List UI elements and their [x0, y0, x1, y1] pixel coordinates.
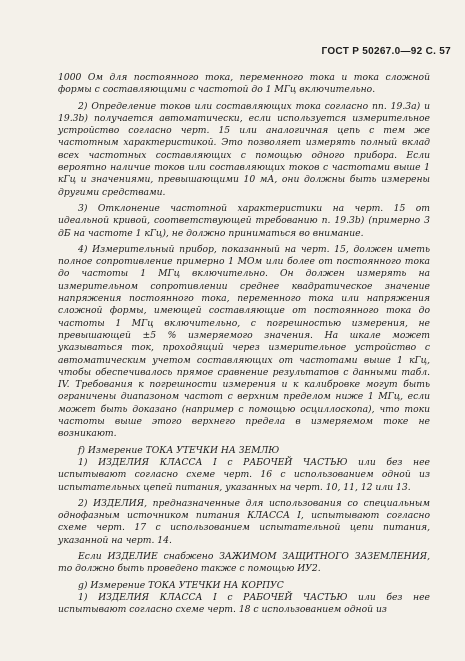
page-header: ГОСТ Р 50267.0—92 С. 57: [321, 46, 451, 57]
paragraph-8: 1) ИЗДЕЛИЯ КЛАССА I с РАБОЧЕЙ ЧАСТЬЮ или без нее испытывают согласно схеме черт. 18 с использованием одной из: [58, 591, 430, 616]
section-heading-f: f) Измерение ТОКА УТЕЧКИ НА ЗЕМЛЮ: [78, 444, 280, 456]
paragraph-6: 2) ИЗДЕЛИЯ, предназначенные для использования со специальным однофазным источником питания КЛАССА I, испытывают согласно схеме черт. 17 с использованием испытательной цепи питания, указанной на черт. 14.: [58, 497, 430, 546]
paragraph-2: 2) Определение токов или составляющих тока согласно пп. 19.3а) и 19.3b) получается автоматически, если используется измерительное устройство согласно черт. 15 или аналогичная цепь с тем же частотным характеристикой. Это позволяет измерять полный вклад всех частотных составляющих с помощью одного прибора. Если вероятно наличие токов или составляющих токов с частотами выше 1 кГц и значениями, превышающими 10 мА, они должны быть измерены другими средствами.: [58, 100, 430, 198]
paragraph-4: 4) Измерительный прибор, показанный на черт. 15, должен иметь полное сопротивление примерно 1 МОм или более от постоянного тока до частоты 1 МГц включительно. Он должен измерять на измерительном сопротивлении среднее квадратическое значение напряжения постоянного тока, переменного тока или напряжения сложной формы, имеющей составляющие от постоянного тока до частоты 1 МГц включительно, с погрешностью измерения, не превышающей ±5 % измеряемого значения. На шкале может указываться ток, проходящий через измерительное устройство с автоматическим учетом составляющих от частотами выше 1 кГц, чтобы обеспечивалось прямое сравнение результатов с данными табл. IV. Требования к погрешности измерения и к калибровке могут быть ограничены диапазоном частот с верхним пределом ниже 1 МГц, если может быть доказано (например с помощью осциллоскопа), что токи частоты выше этого верхнего предела в измеряемом токе не возникают.: [58, 243, 430, 440]
paragraph-3: 3) Отклонение частотной характеристики на черт. 15 от идеальной кривой, соответствующей требованию п. 19.3b) (примерно 3 дБ на частоте 1 кГц), не должно приниматься во внимание.: [58, 202, 430, 239]
paragraph-5: 1) ИЗДЕЛИЯ КЛАССА I с РАБОЧЕЙ ЧАСТЬЮ или без нее испытывают согласно схеме черт. 16 с использованием одной из испытательных цепей питания, указанных на черт. 10, 11, 12 или 13.: [58, 456, 430, 493]
paragraph-7: Если ИЗДЕЛИЕ снабжено ЗАЖИМОМ ЗАЩИТНОГО ЗАЗЕМЛЕНИЯ, то должно быть проведено также с помощью ИУ2.: [58, 550, 430, 575]
paragraph-1: 1000 Ом для постоянного тока, переменного тока и тока сложной формы с составляющими с частотой до 1 МГц включительно.: [58, 72, 430, 96]
document-body: [58, 72, 430, 616]
section-heading-g: g) Измерение ТОКА УТЕЧКИ НА КОРПУС: [78, 579, 284, 591]
